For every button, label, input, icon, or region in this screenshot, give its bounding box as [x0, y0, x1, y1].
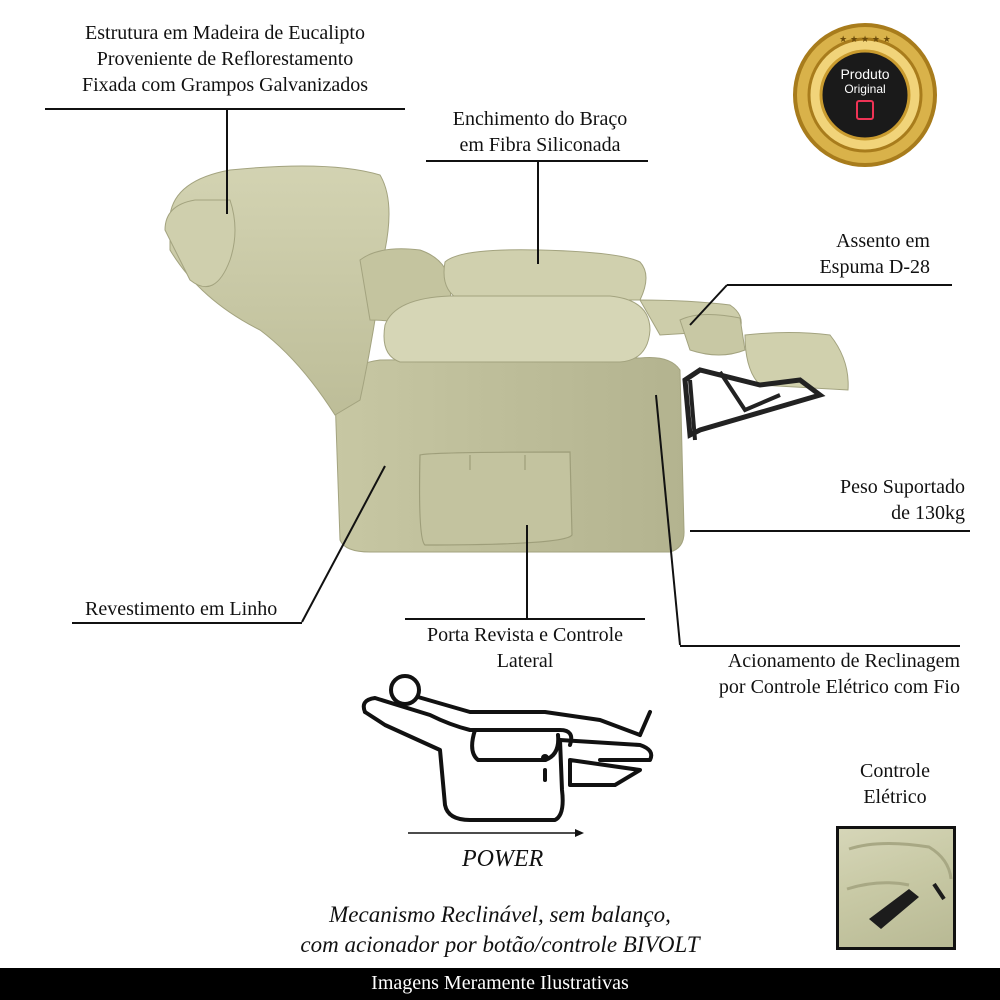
label-line: Porta Revista e Controle — [426, 624, 624, 646]
label-line: Peso Suportado — [840, 476, 965, 498]
label-line: Proveniente de Reflorestamento — [96, 48, 354, 70]
label-line: Enchimento do Braço — [452, 108, 628, 130]
label-line: Espuma D-28 — [819, 256, 930, 278]
label-line: Lateral — [496, 650, 554, 672]
label-line: Assento em — [836, 230, 930, 252]
power-label: POWER — [462, 846, 544, 872]
caption — [0, 900, 1000, 960]
label-line: por Controle Elétrico com Fio — [718, 676, 960, 698]
seal-text: Produto — [840, 66, 890, 82]
svg-text:★ ★ ★ ★ ★: ★ ★ ★ ★ ★ — [839, 35, 891, 45]
label-line: Controle — [860, 760, 930, 782]
seal-text: Original — [844, 82, 886, 96]
label-line: Fixada com Grampos Galvanizados — [81, 74, 369, 96]
label-line: Estrutura em Madeira de Eucalipto — [85, 22, 365, 44]
footer-disclaimer: Imagens Meramente Ilustrativas — [0, 968, 1000, 1000]
label-line: em Fibra Siliconada — [459, 134, 621, 156]
label-revestimento: Revestimento em Linho — [85, 598, 278, 620]
label-line: Acionamento de Reclinagem — [727, 650, 960, 672]
caption-line: Mecanismo Reclinável, sem balanço, — [329, 902, 671, 927]
label-line: Elétrico — [863, 786, 927, 808]
caption-line: com acionador por botão/controle BIVOLT — [300, 932, 700, 957]
label-line: de 130kg — [891, 502, 965, 524]
